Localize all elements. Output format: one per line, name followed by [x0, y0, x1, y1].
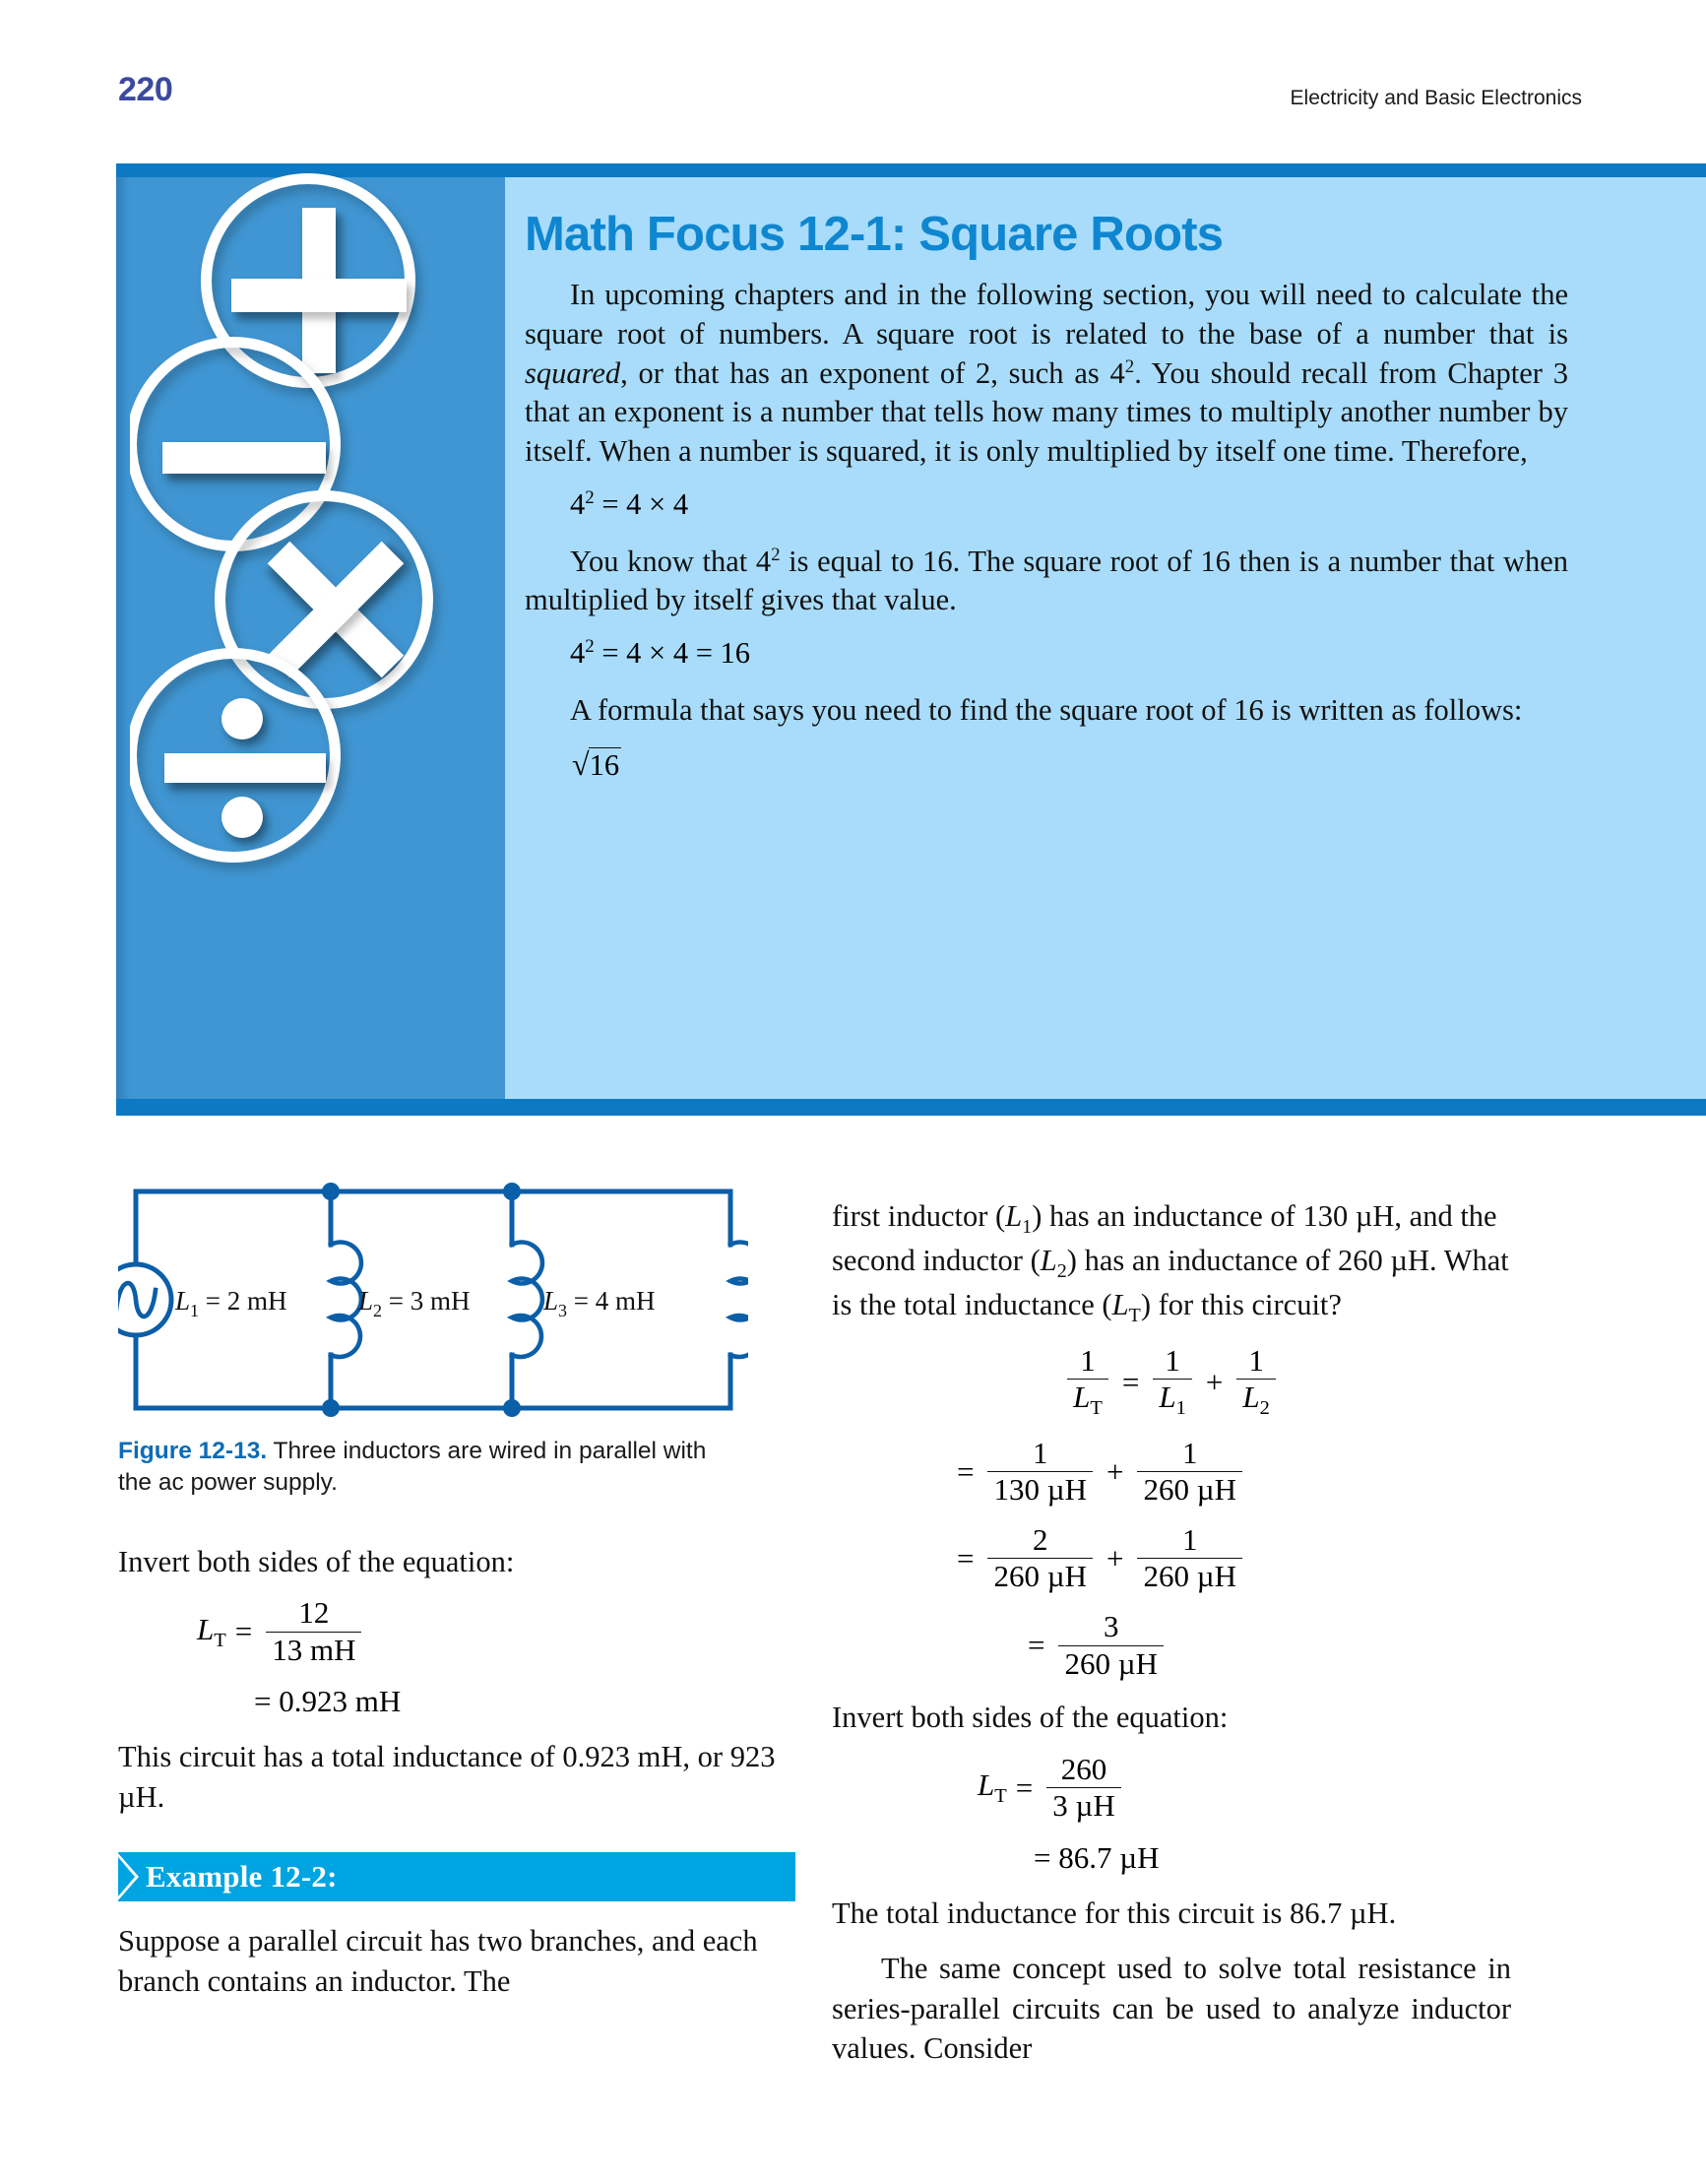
eq1-t1-num: 1: [1165, 1342, 1180, 1378]
intro-L2: $L_2$: [1040, 1243, 1067, 1282]
figure-caption: [118, 1436, 728, 1499]
eq4-equals: =: [1028, 1628, 1045, 1663]
math-focus-content: [525, 177, 1568, 801]
math-focus-equation-1: [525, 485, 1568, 525]
right-equation-4: [832, 1608, 1511, 1681]
inductor-label-2: $L_2 = 3$ mH: [358, 1286, 471, 1320]
right-equation-5-result: [832, 1840, 1511, 1876]
eq5-lt-variable: $L_T$: [978, 1767, 1007, 1808]
math-focus-paragraph-1: [525, 276, 1568, 472]
right-equation-3: [832, 1521, 1511, 1594]
eq2-t1-num: 1: [1032, 1435, 1048, 1470]
feature-bottom-rule: [116, 1099, 1706, 1116]
eq3-equals: =: [957, 1540, 975, 1575]
left-equation-lt: [118, 1597, 795, 1666]
fraction-1-over-130uH: [987, 1435, 1093, 1508]
mf-p1-part-c: . You should recall from Chapter 3 that an exponent is a number that tells how many times to multiply another number by itself. When a number is squared, it is only multiplied by itself one time. Therefore,: [525, 355, 1568, 469]
right-conclusion: The total inductance for this circuit is 86.7 µH.: [832, 1895, 1397, 1930]
right-equation-5: [832, 1751, 1511, 1824]
fraction-1-over-LT: [1067, 1342, 1108, 1420]
left-invert-text: Invert both sides of the equation:: [118, 1544, 515, 1578]
mf-p1-italic-squared: squared: [525, 355, 621, 390]
mf-eq2-rest: = 4 × 4 = 16: [594, 636, 751, 671]
mf-eq2-base: 4: [570, 636, 586, 671]
eq3-plus: +: [1106, 1540, 1124, 1575]
fraction-denominator: 13 mH: [266, 1632, 361, 1667]
figure-caption-text: Three inductors are wired in parallel with the ac power supply.: [118, 1438, 707, 1496]
fraction-2-over-260uH: [987, 1521, 1093, 1594]
mf-eq1-exponent: 2: [585, 486, 595, 508]
eq1-equals: =: [1121, 1364, 1140, 1399]
eq5-equals: =: [1015, 1769, 1034, 1805]
eq3-t1-num: 2: [1032, 1521, 1048, 1557]
eq5-result-value: = 86.7 µH: [1034, 1839, 1160, 1875]
right-column: [832, 1196, 1511, 2085]
math-focus-equation-2: [525, 634, 1568, 674]
fraction-1-over-L1: [1153, 1342, 1191, 1420]
eq4-num: 3: [1103, 1608, 1119, 1643]
mf-p2-exponent: 2: [771, 544, 781, 565]
mf-p1-part-b: , or that has an exponent of 2, such as 4: [620, 355, 1125, 390]
running-head-title: Electricity and Basic Electronics: [1290, 87, 1582, 109]
divide-icon: [126, 648, 341, 863]
fraction-3-over-260uH: [1058, 1608, 1164, 1681]
equals-sign: =: [234, 1614, 253, 1649]
math-focus-title: Math Focus 12-1: Square Roots: [525, 208, 1224, 261]
eq2-equals: =: [957, 1453, 975, 1489]
eq3-t1-den: 260 µH: [987, 1558, 1093, 1593]
circuit-diagram-figure: [118, 1182, 748, 1418]
eq1-lhs-num: 1: [1080, 1342, 1096, 1378]
right-equation-2: [832, 1435, 1511, 1508]
eq2-t2-num: 1: [1181, 1435, 1198, 1470]
mf-eq1-base: 4: [570, 486, 586, 521]
lt-variable: $L_T$: [197, 1611, 226, 1651]
inductor-label-1: $L_1 = 2$ mH: [175, 1286, 287, 1320]
eq2-plus: +: [1106, 1453, 1124, 1489]
math-focus-paragraph-3: A formula that says you need to find the square root of 16 is written as follows:: [570, 692, 1523, 727]
intro-c: ) has an inductance of 260 µH. What is the total inductance (: [832, 1243, 1509, 1321]
math-focus-equation-3: [525, 744, 1568, 786]
fraction-1-over-260uH-b: [1137, 1521, 1242, 1594]
eq5-den: 3 µH: [1046, 1787, 1121, 1823]
feature-top-rule: [116, 163, 1706, 177]
fraction-1-over-260uH: [1137, 1435, 1242, 1508]
eq2-t2-den: 260 µH: [1137, 1471, 1242, 1507]
left-equation-result: [118, 1684, 795, 1719]
eq3-t2-den: 260 µH: [1137, 1558, 1242, 1593]
eq1-t1-den: $L_1$: [1153, 1379, 1191, 1420]
eq2-t1-den: 130 µH: [987, 1471, 1093, 1507]
mf-p1-exponent: 2: [1124, 355, 1135, 377]
mf-p2-part-b: is equal to 16. The square root of 16 then is a number that when multiplied by itself gives that value.: [525, 544, 1569, 617]
math-focus-paragraph-2: [525, 543, 1568, 621]
math-operator-icon-panel: [116, 177, 505, 1099]
right-equation-1: [832, 1342, 1511, 1420]
eq5-num: 260: [1060, 1751, 1107, 1786]
fraction-260-over-3uH: [1046, 1751, 1121, 1824]
left-column: [118, 1182, 795, 2018]
example-banner: [118, 1852, 795, 1901]
page-number: 220: [118, 71, 173, 108]
figure-label: Figure 12-13.: [118, 1438, 268, 1464]
mf-eq2-exponent: 2: [585, 636, 595, 658]
right-next-paragraph: The same concept used to solve total resistance in series-parallel circuits can be used to analyze inductor values. Consider: [832, 1952, 1511, 2066]
left-result-value: = 0.923 mH: [254, 1684, 402, 1719]
radicand-value: 16: [589, 747, 620, 782]
parallel-inductor-circuit-svg: [118, 1182, 748, 1418]
mf-p1-part-a: In upcoming chapters and in the following section, you will need to calculate the square root of numbers. A square root is related to the base of a number that is: [525, 278, 1568, 351]
fraction-numerator: 12: [298, 1595, 330, 1631]
intro-a: first inductor (: [832, 1199, 1006, 1233]
intro-d: ) for this circuit?: [1140, 1287, 1342, 1321]
fraction-12-over-13mh: [266, 1597, 361, 1666]
eq1-t2-den: $L_2$: [1236, 1379, 1275, 1420]
eq3-t2-num: 1: [1181, 1521, 1198, 1557]
eq1-plus: +: [1205, 1364, 1224, 1399]
left-conclusion: This circuit has a total inductance of 0.923 mH, or 923 µH.: [118, 1740, 776, 1814]
lt-subscript: T: [214, 1629, 226, 1651]
intro-L1: $L_1$: [1005, 1199, 1033, 1239]
example-label: Example 12-2:: [146, 1859, 338, 1895]
example-text: Suppose a parallel circuit has two branches, and each branch contains an inductor. The: [118, 1924, 758, 1999]
eq4-den: 260 µH: [1058, 1645, 1164, 1681]
mf-p2-part-a: You know that 4: [570, 544, 772, 578]
intro-LT: $L_T$: [1111, 1287, 1141, 1326]
fraction-1-over-L2: [1236, 1342, 1275, 1420]
square-root-icon: [570, 744, 621, 786]
radical-symbol: √: [572, 745, 590, 782]
triangle-marker-inner-icon: [118, 1857, 135, 1896]
intro-b: ) has an inductance of 130 µH, and the second inductor (: [832, 1199, 1497, 1277]
right-intro-paragraph: [832, 1196, 1511, 1329]
inductor-label-3: $L_3 = 4$ mH: [543, 1286, 656, 1320]
math-focus-feature-box: [116, 163, 1706, 1116]
eq1-t2-num: 1: [1248, 1342, 1264, 1378]
right-invert-text: Invert both sides of the equation:: [832, 1701, 1229, 1735]
mf-eq1-rest: = 4 × 4: [594, 486, 689, 521]
eq1-lhs-den: $L_T$: [1067, 1379, 1108, 1420]
